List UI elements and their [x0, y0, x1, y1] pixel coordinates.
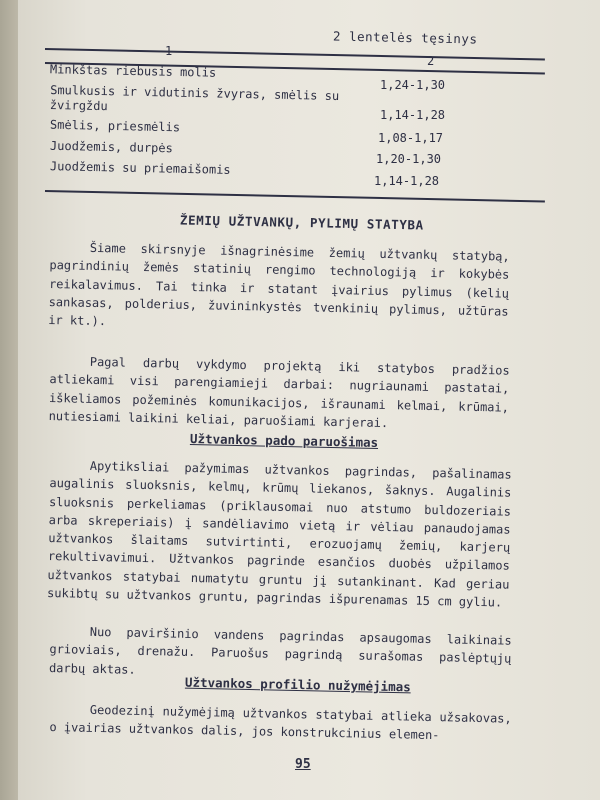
- table-row-material: Juodžemis, durpės: [49, 138, 173, 156]
- table-row-material: Smėlis, priesmėlis: [49, 117, 181, 135]
- table-row-value: 1,24-1,30: [380, 78, 446, 92]
- table-row-material: Minkštas riebusis molis: [49, 62, 217, 80]
- book-spine-edge: [0, 0, 18, 800]
- paragraph: Nuo paviršinio vandens pagrindas apsaugomas laikinais grioviais, drenažu. Paruošus pagrindą surašomas paslėptųjų darbų aktas.: [48, 624, 512, 677]
- paragraph: Šiame skirsnyje išnagrinėsime žemių užtvankų statybą, pagrindinių žemės statinių rengimo technologiją ir kokybės reikalavimus. Tai tinka ir statant įvairius pylimus (kelių sankasas, polderius, žuvininkystės tvenkinių pylimus, užtūras ir kt.).: [48, 240, 510, 329]
- paragraph: Pagal darbų vykdymo projektą iki statybos pradžios atliekami visi parengiamieji darbai: nugriaunami pastatai, iškeliamos požeminės komunikacijos, išraunami kelmai, krūmai, nutiesiami laikini keliai, paruošiami karjerai.: [48, 354, 510, 430]
- table-row-material: Smulkusis ir vidutinis žvyras, smėlis su žvirgždu: [49, 82, 340, 114]
- table-row-value: 1,20-1,30: [376, 152, 442, 166]
- section-title: ŽEMIŲ UŽTVANKŲ, PYLIMŲ STATYBA: [179, 212, 424, 233]
- table-col-header-2: 2: [427, 54, 435, 68]
- table-col-header-1: 1: [165, 44, 173, 58]
- table-row-material: Juodžemis su priemaišomis: [49, 159, 231, 177]
- paragraph: Geodezinį nužymėjimą užtvankos statybai atlieka užsakovas, o įvairias užtvankos dalis, jos konstrukcinius elemen-: [49, 702, 512, 743]
- table-row-value: 1,14-1,28: [380, 108, 446, 122]
- table-continued-label: 2 lentelės tęsinys: [332, 28, 478, 47]
- table-row-value: 1,14-1,28: [374, 174, 440, 188]
- paragraph: Apytiksliai pažymimas užtvankos pagrindas, pašalinamas augalinis sluoksnis, kelmų, krūmų liekanos, šaknys. Augalinis sluoksnis perkeliamas (priklausomai nuo atstumo buldozeriais arba skreperiais) į sandėliavimo vietą ir vėliau panaudojamas užtvankos šlaitams sutvirtinti, erozuojamų žemių, karjerų rekultivavimui. Užtvankos pagrinde esančios duobės užpilamos užtvankos statybai numatytu gruntu jį sutankinant. Kad geriau sukibtų su užtvankos gruntu, pagrindas išpurenamas 15 cm gyliu.: [46, 458, 512, 610]
- table-row-value: 1,08-1,17: [378, 131, 444, 145]
- subsection-title: Užtvankos pado paruošimas: [189, 431, 379, 450]
- subsection-title: Užtvankos profilio nužymėjimas: [184, 674, 411, 695]
- page-number: 95: [295, 757, 311, 772]
